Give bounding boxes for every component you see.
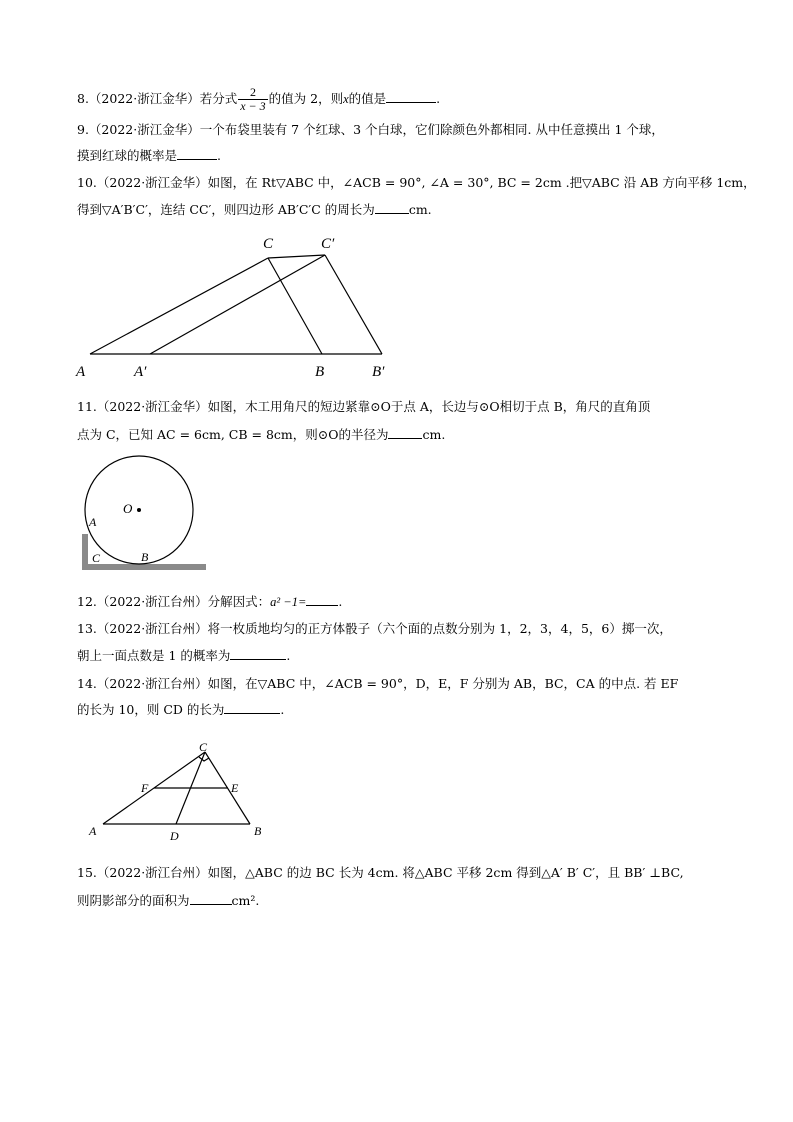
q14-label-b: B	[254, 824, 262, 838]
q14-label-d: D	[170, 829, 179, 843]
q11-label-o: O	[123, 501, 133, 516]
q10-end: .	[427, 202, 432, 217]
q14-label-c: C	[199, 740, 208, 754]
question-14-line-1: 14.（2022·浙江台州）如图，在▽ABC 中，∠ACB = 90°，D，E，F 分别为 AB，BC，CA 的中点. 若 EF	[77, 676, 679, 691]
question-9-line-1: 9.（2022·浙江金华）一个布袋里装有 7 个红球、3 个白球，它们除颜色外都相同. 从中任意摸出 1 个球，	[77, 122, 664, 137]
q14-right-angle-mark	[199, 757, 209, 761]
question-10-line-1: 10.（2022·浙江金华）如图，在 Rt▽ABC 中，∠ACB = 90°, ∠A = 30°, BC = 2cm .把▽ABC 沿 AB 方向平移 1cm，	[77, 175, 756, 190]
q8-prefix: 8.（2022·浙江金华）若分式	[77, 91, 238, 106]
q8-variable: x	[343, 92, 349, 106]
q11-label-a: A	[89, 515, 97, 529]
q10-unit: cm	[408, 202, 428, 217]
q13-line2-text: 朝上一面点数是 1 的概率为	[77, 648, 231, 663]
q8-fraction-denominator: x − 3	[240, 99, 266, 113]
q10-label-c: C	[263, 236, 274, 252]
q10-label-b: B	[315, 364, 325, 380]
q10-label-a-prime: A′	[134, 364, 147, 380]
q14-line2-text: 的长为 10，则 CD 的长为	[77, 702, 225, 717]
q9-end: .	[217, 148, 221, 163]
q8-middle: 的值为 2，则	[268, 91, 344, 106]
q8-suffix: 的值是	[348, 91, 387, 106]
q10-label-a: A	[76, 364, 86, 380]
q14-label-a: A	[89, 824, 97, 838]
q14-label-e: E	[231, 781, 239, 795]
question-15-line-2	[77, 892, 259, 910]
q10-label-b-prime: B′	[372, 364, 385, 380]
q12-text: 12.（2022·浙江台州）分解因式：	[77, 594, 271, 609]
q14-end: .	[280, 702, 285, 717]
question-13-line-1: 13.（2022·浙江台州）将一枚质地均匀的正方体骰子（六个面的点数分别为 1，2，3，4，5，6）掷一次，	[77, 621, 672, 636]
q11-label-c: C	[92, 551, 101, 565]
q11-unit: cm	[422, 427, 442, 442]
q8-fraction-numerator: 2	[238, 86, 267, 100]
q11-line2-text: 点为 C，已知 AC = 6cm, CB = 8cm，则⊙O的半径为	[77, 427, 389, 442]
q14-label-f: F	[141, 781, 149, 795]
q10-line2-text: 得到▽A′B′C′，连结 CC′，则四边形 AB′C′C 的周长为	[77, 202, 375, 217]
q8-end: .	[436, 91, 441, 106]
q13-end: .	[286, 648, 291, 663]
q11-label-b: B	[141, 550, 149, 564]
q12-expression: a² −1=	[270, 595, 307, 609]
q15-answer-blank[interactable]	[190, 892, 232, 905]
q15-unit: cm².	[231, 893, 260, 908]
q15-line2-text: 则阴影部分的面积为	[77, 893, 190, 908]
q10-label-c-prime: C′	[321, 236, 335, 252]
q9-line2-text: 摸到红球的概率是	[77, 148, 178, 163]
question-15-line-1: 15.（2022·浙江台州）如图，△ABC 的边 BC 长为 4cm. 将△ABC 平移 2cm 得到△A′ B′ C′，且 BB′ ⊥BC,	[77, 865, 684, 880]
q12-end: .	[338, 594, 343, 609]
q11-end: .	[441, 427, 446, 442]
question-11-line-1: 11.（2022·浙江金华）如图，木工用角尺的短边紧靠⊙O于点 A，长边与⊙O相切于点 B，角尺的直角顶	[77, 399, 651, 414]
